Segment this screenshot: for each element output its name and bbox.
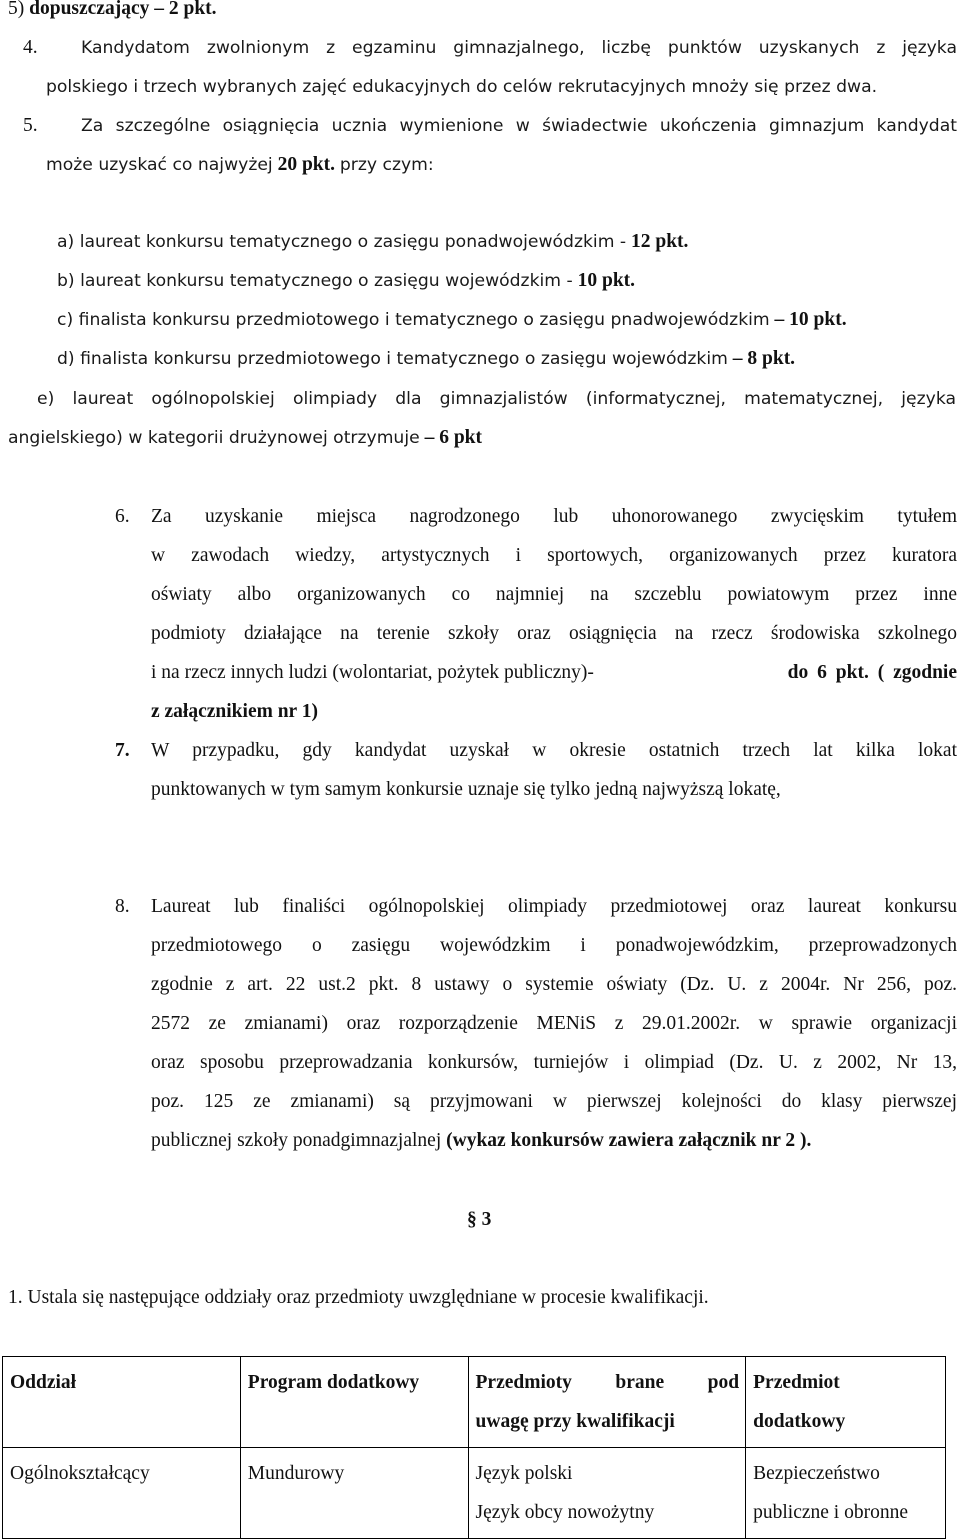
header-cell-przedmioty: Przedmioty brane pod uwagę przy kwalifikacji [468,1357,746,1448]
sub-item-a: a) laureat konkursu tematycznego o zasięgu ponadwojewódzkim - 12 pkt. [57,231,689,252]
classes-table [2,1356,946,1539]
section-heading: § 3 [467,1209,492,1230]
item-6-line-4: podmioty działające na terenie szkoły oraz osiągnięcia na rzecz środowiska szkolnego [151,623,957,644]
item-7-line-2: punktowanych w tym samym konkursie uznaje się tylko jedną najwyższą lokatę, [151,779,781,800]
item-6-line-5: i na rzecz innych ludzi (wolontariat, pożytek publiczny)- do 6 pkt. ( zgodnie [151,662,957,683]
item-5-number: 5. [23,115,38,136]
item-8-line-2: przedmiotowego o zasięgu wojewódzkim i ponadwojewódzkim, przeprowadzonych [151,935,957,956]
item-7-number: 7. [115,740,130,761]
sub-item-e-line-1: e) laureat ogólnopolskiej olimpiady dla gimnazjalistów (informatycznej, matematycznej, języka [37,389,956,409]
item-6-line-2: w zawodach wiedzy, artystycznych i sportowych, organizowanych przez kuratora [151,545,957,566]
item-8-line-5: oraz sposobu przeprowadzania konkursów, turniejów i olimpiad (Dz. U. z 2002, Nr 13, [151,1052,957,1073]
item-4-number: 4. [23,37,38,58]
header-cell-przedmiot-dodatkowy: Przedmiot dodatkowy [746,1357,946,1448]
item-8-line-6: poz. 125 ze zmianami) są przyjmowani w pierwszej kolejności do klasy pierwszej [151,1091,957,1112]
item-4-line-1: Kandydatom zwolnionym z egzaminu gimnazjalnego, liczbę punktów uzyskanych z języka [81,38,957,58]
cell-przedmioty: Język polski Język obcy nowożytny [468,1448,746,1539]
item-5-line-2: może uzyskać co najwyżej 20 pkt. przy czym: [46,154,434,175]
item-6-line-3: oświaty albo organizowanych co najmniej na szczeblu powiatowym przez inne [151,584,957,605]
cell-program: Mundurowy [240,1448,468,1539]
sub-item-d: d) finalista konkursu przedmiotowego i tematycznego o zasięgu wojewódzkim – 8 pkt. [57,348,796,369]
paragraph-1: 1. Ustala się następujące oddziały oraz przedmioty uwzględniane w procesie kwalifikacji. [8,1287,709,1308]
header-cell-oddzial: Oddział [3,1357,241,1448]
item-6-line-1: Za uzyskanie miejsca nagrodzonego lub uhonorowanego zwycięskim tytułem [151,506,957,527]
item-8-line-3: zgodnie z art. 22 ust.2 pkt. 8 ustawy o systemie oświaty (Dz. U. z 2004r. Nr 256, poz. [151,974,957,995]
item-4-line-2: polskiego i trzech wybranych zajęć edukacyjnych do celów rekrutacyjnych mnoży się przez dwa. [46,77,878,97]
cell-oddzial: Ogólnokształcący [3,1448,241,1539]
header-cell-program: Program dodatkowy [240,1357,468,1448]
item-7-line-1: W przypadku, gdy kandydat uzyskał w okresie ostatnich trzech lat kilka lokat [151,740,957,761]
item-8-line-1: Laureat lub finaliści ogólnopolskiej olimpiady przedmiotowej oraz laureat konkursu [151,896,957,917]
item-5-line-1: Za szczególne osiągnięcia ucznia wymienione w świadectwie ukończenia gimnazjum kandydat [81,116,957,136]
item-8-line-7: publicznej szkoły ponadgimnazjalnej (wykaz konkursów zawiera załącznik nr 2 ). [151,1130,812,1151]
item-5-top: 5) dopuszczający – 2 pkt. [8,0,217,19]
item-6-line-6: z załącznikiem nr 1) [151,701,318,722]
item-6-number: 6. [115,506,130,527]
table-header-row [3,1357,946,1448]
table-row [3,1448,946,1539]
sub-item-c: c) finalista konkursu przedmiotowego i tematycznego o zasięgu pnadwojewódzkim – 10 pkt. [57,309,847,330]
item-8-line-4: 2572 ze zmianami) oraz rozporządzenie MENiS z 29.01.2002r. w sprawie organizacji [151,1013,957,1034]
sub-item-e-line-2: angielskiego) w kategorii drużynowej otrzymuje – 6 pkt [8,427,482,448]
sub-item-b: b) laureat konkursu tematycznego o zasięgu wojewódzkim - 10 pkt. [57,270,636,291]
item-8-number: 8. [115,896,130,917]
cell-przedmiot-dodatkowy: Bezpieczeństwo publiczne i obronne [746,1448,946,1539]
